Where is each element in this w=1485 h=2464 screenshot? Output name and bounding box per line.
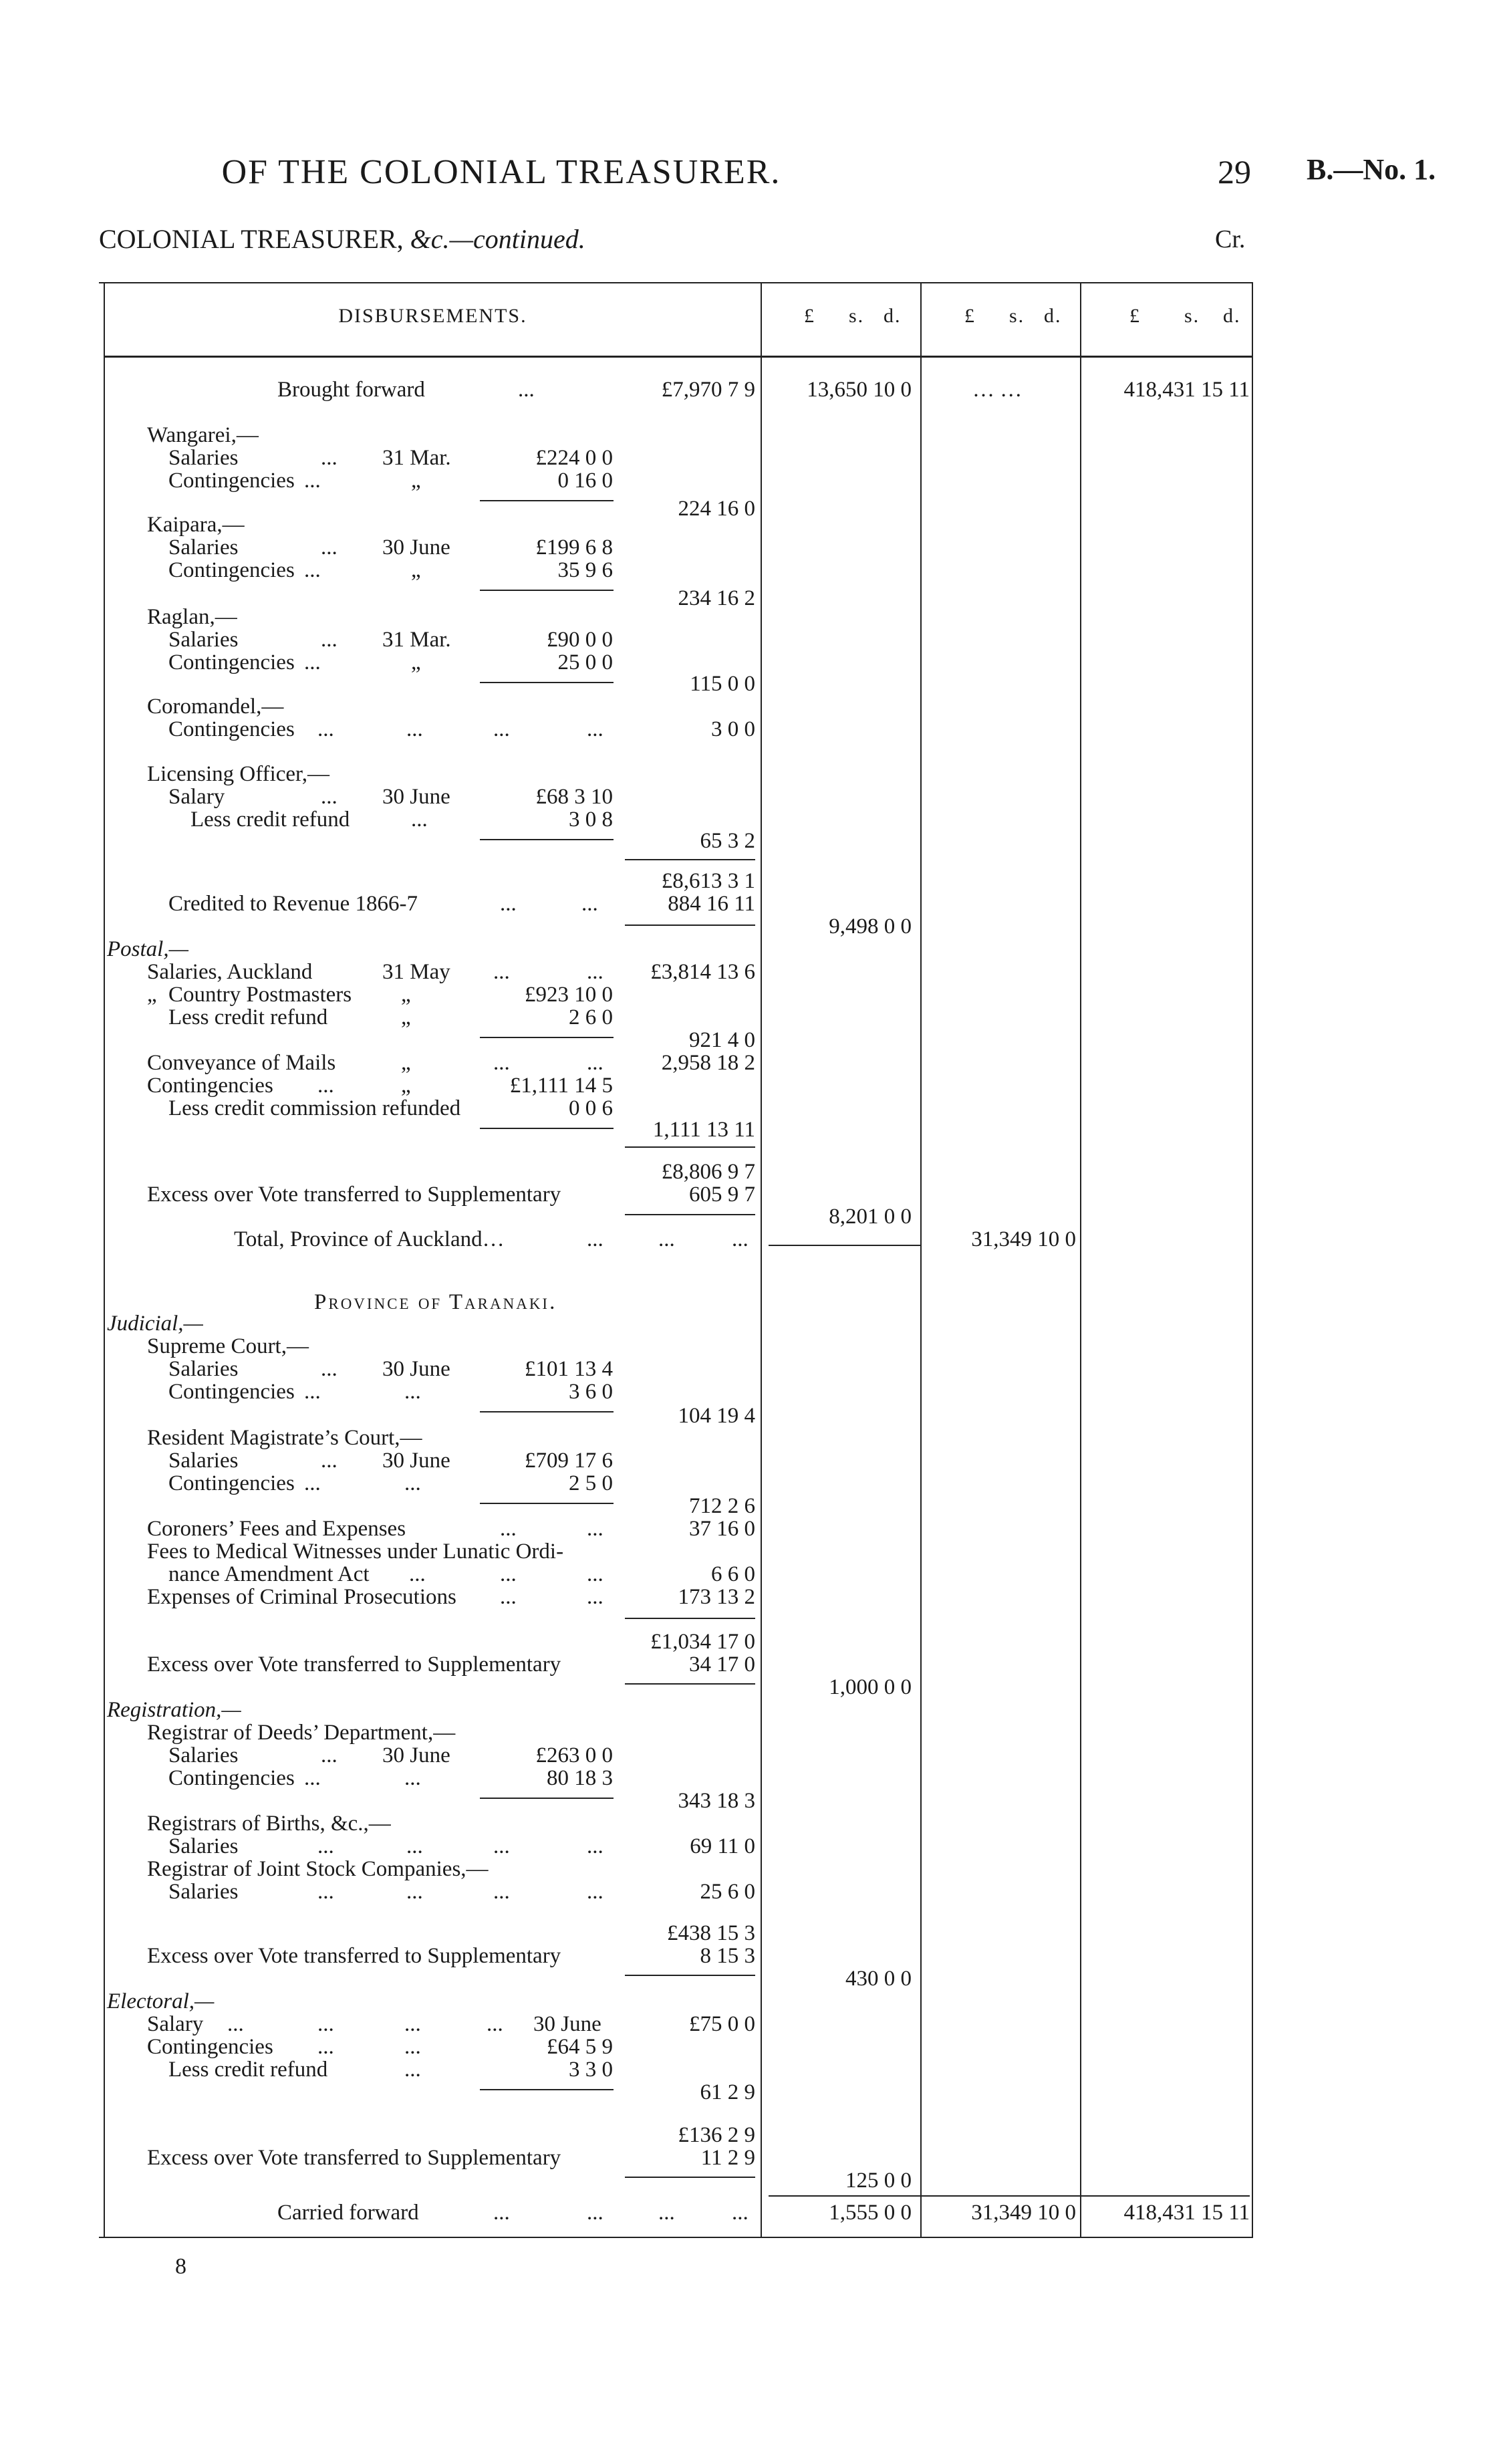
section-total: 712 2 6 xyxy=(689,1494,755,1518)
line-amount: 3 0 8 xyxy=(569,808,613,832)
page-number: 29 xyxy=(1218,153,1251,191)
leader-dots: ... xyxy=(321,535,338,560)
line-amount: £923 10 0 xyxy=(525,983,613,1007)
line-amount: £101 13 4 xyxy=(525,1357,613,1381)
leader-dots: ... xyxy=(732,2201,749,2225)
subsection-heading: Resident Magistrate’s Court,— xyxy=(147,1426,422,1450)
subsection-heading: Registrars of Births, &c.,— xyxy=(147,1812,391,1836)
leader-dots: ... xyxy=(404,2035,421,2059)
sum-rule xyxy=(625,1975,755,1976)
leader-dots: ... xyxy=(732,1227,749,1251)
col-divider-3 xyxy=(1080,282,1081,2237)
line-label: nance Amendment Act xyxy=(168,1562,370,1586)
section-heading: Judicial,— xyxy=(107,1312,203,1336)
row-label: Excess over Vote transferred to Supplementary xyxy=(147,2146,561,2170)
sum-rule xyxy=(625,925,755,926)
line-date: 30 June xyxy=(382,535,450,560)
line-date: 30 June xyxy=(382,1743,450,1767)
leader-dots: ... xyxy=(404,2012,421,2036)
leader-dots: ... xyxy=(317,1074,334,1098)
leader-dots: ... xyxy=(304,1380,321,1404)
shillings-header: s. xyxy=(1009,305,1025,327)
sum-rule xyxy=(480,1037,614,1038)
sum-rule xyxy=(480,682,614,683)
leader-dots: ... xyxy=(500,1562,517,1586)
section-heading: Licensing Officer,— xyxy=(147,762,329,786)
sum-rule xyxy=(625,1618,755,1619)
row-label: Excess over Vote transferred to Supplementary xyxy=(147,1183,561,1207)
column1-amount: 430 0 0 xyxy=(845,1967,912,1991)
sum-rule xyxy=(769,1245,921,1246)
sum-rule xyxy=(480,1503,614,1504)
subtotal-amount: £136 2 9 xyxy=(678,2123,755,2147)
pence-header: d. xyxy=(1044,305,1062,327)
line-amount: 0 0 6 xyxy=(569,1096,613,1120)
section-total: 343 18 3 xyxy=(678,1789,755,1813)
leader-dots: ... xyxy=(304,650,321,674)
sum-rule xyxy=(480,1411,614,1412)
line-label: Less credit refund xyxy=(190,808,350,832)
section-total: 234 16 2 xyxy=(678,586,755,610)
leader-dots: ... xyxy=(487,2012,503,2036)
leader-dots: ... xyxy=(500,1517,517,1541)
subtotal-amount: £8,806 9 7 xyxy=(661,1160,755,1184)
ditto-mark: „ xyxy=(411,469,421,493)
leader-dots: ... xyxy=(500,892,517,916)
line-label: Salaries xyxy=(168,535,239,560)
leader-dots: ... xyxy=(587,1585,603,1609)
ditto-mark: „ xyxy=(401,1005,411,1029)
column3-amount: 418,431 15 11 xyxy=(1123,378,1250,402)
line-amount: 2,958 18 2 xyxy=(661,1051,755,1075)
line-date: 30 June xyxy=(382,785,450,809)
leader-dots: ... xyxy=(321,1449,338,1473)
line-amount: 3 3 0 xyxy=(569,2058,613,2082)
column1-amount: 9,498 0 0 xyxy=(829,914,912,939)
excess-amount: 34 17 0 xyxy=(689,1652,755,1677)
subtotal-amount: £438 15 3 xyxy=(667,1921,755,1945)
sum-rule xyxy=(480,2089,614,2090)
table-left-border xyxy=(104,282,105,2237)
row-label: Credited to Revenue 1866-7 xyxy=(168,892,418,916)
leader-dots: ... xyxy=(587,1880,603,1904)
leader-dots: ... xyxy=(411,808,428,832)
leader-dots: ... xyxy=(658,1227,675,1251)
line-label: Salaries xyxy=(168,1357,239,1381)
leader-dots: ... xyxy=(587,1227,603,1251)
column1-amount: 8,201 0 0 xyxy=(829,1205,912,1229)
page-title: OF THE COLONIAL TREASURER. xyxy=(221,153,781,191)
leader-dots: ... xyxy=(406,717,423,741)
line-amount: 35 9 6 xyxy=(557,558,613,582)
section-total: 115 0 0 xyxy=(690,672,755,696)
line-date: 31 Mar. xyxy=(382,628,451,652)
excess-amount: 605 9 7 xyxy=(689,1183,755,1207)
line-label: Conveyance of Mails xyxy=(147,1051,336,1075)
leader-dots: ... xyxy=(500,1585,517,1609)
sum-rule xyxy=(625,2177,755,2178)
net-amount: 921 4 0 xyxy=(689,1028,755,1052)
leader-dots: ... xyxy=(321,446,338,470)
leader-dots: ... xyxy=(493,717,510,741)
section-heading: Coromandel,— xyxy=(147,695,284,719)
net-amount: 1,111 13 11 xyxy=(652,1118,755,1142)
line-amount: 80 18 3 xyxy=(547,1766,613,1790)
pounds-header: £ xyxy=(804,305,815,327)
leader-dots: ... xyxy=(321,1743,338,1767)
line-label: Salary xyxy=(168,785,225,809)
leader-dots: ... xyxy=(317,2012,334,2036)
col-divider-2 xyxy=(920,282,922,2237)
leader-dots: ... xyxy=(493,1834,510,1858)
pence-header: d. xyxy=(884,305,902,327)
line-label: Fees to Medical Witnesses under Lunatic Ordi- xyxy=(147,1539,564,1564)
leader-dots: ... xyxy=(317,1834,334,1858)
leader-dots: ... xyxy=(304,1471,321,1495)
column1-amount: 13,650 10 0 xyxy=(807,378,912,402)
section-total: 104 19 4 xyxy=(678,1404,755,1428)
leader-dots: ... xyxy=(493,2201,510,2225)
line-amount: 3 6 0 xyxy=(569,1380,613,1404)
leader-dots: ... xyxy=(404,2058,421,2082)
pounds-header: £ xyxy=(964,305,976,327)
subtotal-amount: £1,034 17 0 xyxy=(650,1630,755,1654)
leader-dots: ... xyxy=(658,2201,675,2225)
leader-dots: ... xyxy=(587,717,603,741)
ditto-mark: „ xyxy=(147,983,157,1007)
sum-rule xyxy=(480,1798,614,1799)
line-amount: £3,814 13 6 xyxy=(650,960,755,984)
line-amount: 173 13 2 xyxy=(678,1585,755,1609)
ditto-mark: „ xyxy=(411,558,421,582)
line-amount: £199 6 8 xyxy=(535,535,613,560)
leader-dots: ... xyxy=(581,892,598,916)
shillings-header: s. xyxy=(1184,305,1200,327)
line-label: Salaries xyxy=(168,628,239,652)
leader-dots: ... xyxy=(587,2201,603,2225)
sum-rule xyxy=(480,500,614,501)
line-date: 30 June xyxy=(382,1449,450,1473)
line-label: Less credit refund xyxy=(168,1005,328,1029)
ditto-mark: „ xyxy=(411,650,421,674)
signature-mark: 8 xyxy=(175,2254,186,2279)
line-label: Coroners’ Fees and Expenses xyxy=(147,1517,406,1541)
line-label: Salaries xyxy=(168,1834,239,1858)
line-label: Salaries xyxy=(168,446,239,470)
shillings-header: s. xyxy=(849,305,865,327)
section-subtitle xyxy=(99,223,585,255)
leader-dots: ... xyxy=(493,1880,510,1904)
credited-amount: 884 16 11 xyxy=(668,892,755,916)
leader-dots: ... xyxy=(317,1880,334,1904)
subtotal-amount: £8,613 3 1 xyxy=(661,869,755,893)
ditto-mark: „ xyxy=(401,1074,411,1098)
province-heading: Province of Taranaki. xyxy=(314,1290,557,1314)
pounds-header: £ xyxy=(1129,305,1141,327)
table-right-border xyxy=(1252,282,1253,2237)
line-date: 31 May xyxy=(382,960,450,984)
row-label: Total, Province of Auckland… xyxy=(234,1227,505,1251)
disbursements-header: DISBURSEMENTS. xyxy=(338,305,527,327)
column1-amount: 125 0 0 xyxy=(845,2169,912,2193)
section-heading: Wangarei,— xyxy=(147,423,259,447)
section-total: 3 0 0 xyxy=(711,717,755,741)
leader-dots: ... xyxy=(587,1562,603,1586)
leader-dots: ... xyxy=(304,558,321,582)
line-amount: 6 6 0 xyxy=(711,1562,755,1586)
leader-dots: ... xyxy=(493,960,510,984)
column2-amount: … … xyxy=(972,378,1023,402)
sum-rule xyxy=(625,1146,755,1148)
row-label: Excess over Vote transferred to Supplementary xyxy=(147,1652,561,1677)
subtitle-continued: &c.—continued. xyxy=(410,224,585,254)
column1-amount: 1,555 0 0 xyxy=(829,2201,912,2225)
sum-rule xyxy=(769,2195,1250,2197)
section-total: 61 2 9 xyxy=(700,2080,755,2104)
line-amount: £224 0 0 xyxy=(535,446,613,470)
section-heading: Electoral,— xyxy=(107,1989,215,2013)
line-label: Contingencies xyxy=(168,558,295,582)
column1-amount: 1,000 0 0 xyxy=(829,1675,912,1699)
leader-dots: ... xyxy=(587,1051,603,1075)
line-amount: £90 0 0 xyxy=(547,628,613,652)
leader-dots: ... xyxy=(317,717,334,741)
section-heading: Raglan,— xyxy=(147,605,237,629)
line-amount: £709 17 6 xyxy=(525,1449,613,1473)
line-amount: £263 0 0 xyxy=(535,1743,613,1767)
leader-dots: ... xyxy=(406,1880,423,1904)
leader-dots: ... xyxy=(317,2035,334,2059)
line-label: Expenses of Criminal Prosecutions xyxy=(147,1585,456,1609)
col-divider-1 xyxy=(761,282,762,2237)
leader-dots: ... xyxy=(321,1357,338,1381)
line-amount: 2 6 0 xyxy=(569,1005,613,1029)
subtotal-amount: £7,970 7 9 xyxy=(661,378,755,402)
excess-amount: 11 2 9 xyxy=(700,2146,755,2170)
line-amount: 0 16 0 xyxy=(557,469,613,493)
sum-rule xyxy=(625,1214,755,1215)
line-amount: 25 6 0 xyxy=(700,1880,755,1904)
line-label: Contingencies xyxy=(147,1074,273,1098)
table-bottom-rule xyxy=(99,2237,1253,2238)
sum-rule xyxy=(480,1128,614,1129)
line-label: Contingencies xyxy=(168,650,295,674)
sum-rule xyxy=(625,1683,755,1685)
section-total: 65 3 2 xyxy=(700,829,755,853)
line-label: Contingencies xyxy=(168,1766,295,1790)
leader-dots: ... xyxy=(587,960,603,984)
section-heading: Postal,— xyxy=(107,937,188,961)
line-amount: 69 11 0 xyxy=(690,1834,755,1858)
subsection-heading: Supreme Court,— xyxy=(147,1334,309,1358)
leader-dots: ... xyxy=(406,1834,423,1858)
leader-dots: ... xyxy=(409,1562,426,1586)
line-label: Salaries xyxy=(168,1880,239,1904)
line-label: Salaries xyxy=(168,1743,239,1767)
line-label: Contingencies xyxy=(168,1471,295,1495)
line-amount: £64 5 9 xyxy=(547,2035,613,2059)
line-label: Contingencies xyxy=(168,1380,295,1404)
leader-dots: ... xyxy=(321,785,338,809)
sum-rule xyxy=(480,839,614,840)
credit-marker: Cr. xyxy=(1215,225,1246,253)
line-amount: 2 5 0 xyxy=(569,1471,613,1495)
line-label: Contingencies xyxy=(168,717,295,741)
leader-dots: ... xyxy=(227,2012,244,2036)
row-label: Carried forward xyxy=(277,2201,419,2225)
leader-dots: ... xyxy=(587,1834,603,1858)
line-label: Less credit refund xyxy=(168,2058,328,2082)
leader-dots: ... xyxy=(304,469,321,493)
sum-rule xyxy=(625,859,755,860)
leader-dots: ... xyxy=(518,378,535,402)
column2-amount: 31,349 10 0 xyxy=(971,1227,1076,1251)
line-label: Contingencies xyxy=(147,2035,273,2059)
ditto-mark: „ xyxy=(401,983,411,1007)
column3-amount: 418,431 15 11 xyxy=(1123,2201,1250,2225)
line-date: 30 June xyxy=(382,1357,450,1381)
leader-dots: ... xyxy=(304,1766,321,1790)
document-reference: B.—No. 1. xyxy=(1307,153,1436,186)
line-label: Salaries xyxy=(168,1449,239,1473)
line-label: Salaries, Auckland xyxy=(147,960,313,984)
leader-dots: ... xyxy=(493,1051,510,1075)
ditto-mark: „ xyxy=(401,1051,411,1075)
line-label: Contingencies xyxy=(168,469,295,493)
leader-dots: ... xyxy=(587,1517,603,1541)
row-label: Excess over Vote transferred to Supplementary xyxy=(147,1944,561,1968)
row-label: Brought forward xyxy=(277,378,425,402)
column2-amount: 31,349 10 0 xyxy=(971,2201,1076,2225)
line-date: 31 Mar. xyxy=(382,446,451,470)
line-amount: 25 0 0 xyxy=(557,650,613,674)
pence-header: d. xyxy=(1223,305,1241,327)
line-amount: £1,111 14 5 xyxy=(509,1074,613,1098)
excess-amount: 8 15 3 xyxy=(700,1944,755,1968)
section-total: 224 16 0 xyxy=(678,497,755,521)
line-label: Salary xyxy=(147,2012,204,2036)
line-label: Less credit commission refunded xyxy=(168,1096,461,1120)
section-heading: Registration,— xyxy=(107,1698,241,1722)
section-heading: Kaipara,— xyxy=(147,513,245,537)
leader-dots: ... xyxy=(321,628,338,652)
subsection-heading: Registrar of Joint Stock Companies,— xyxy=(147,1857,489,1881)
subsection-heading: Registrar of Deeds’ Department,— xyxy=(147,1721,456,1745)
line-date: 30 June xyxy=(533,2012,601,2036)
leader-dots: ... xyxy=(404,1380,421,1404)
subtitle-main: COLONIAL TREASURER, xyxy=(99,224,404,254)
line-amount: 37 16 0 xyxy=(689,1517,755,1541)
line-amount: £75 0 0 xyxy=(689,2012,755,2036)
sum-rule xyxy=(480,590,614,591)
leader-dots: ... xyxy=(404,1471,421,1495)
leader-dots: ... xyxy=(404,1766,421,1790)
line-label: Country Postmasters xyxy=(168,983,352,1007)
line-amount: £68 3 10 xyxy=(535,785,613,809)
